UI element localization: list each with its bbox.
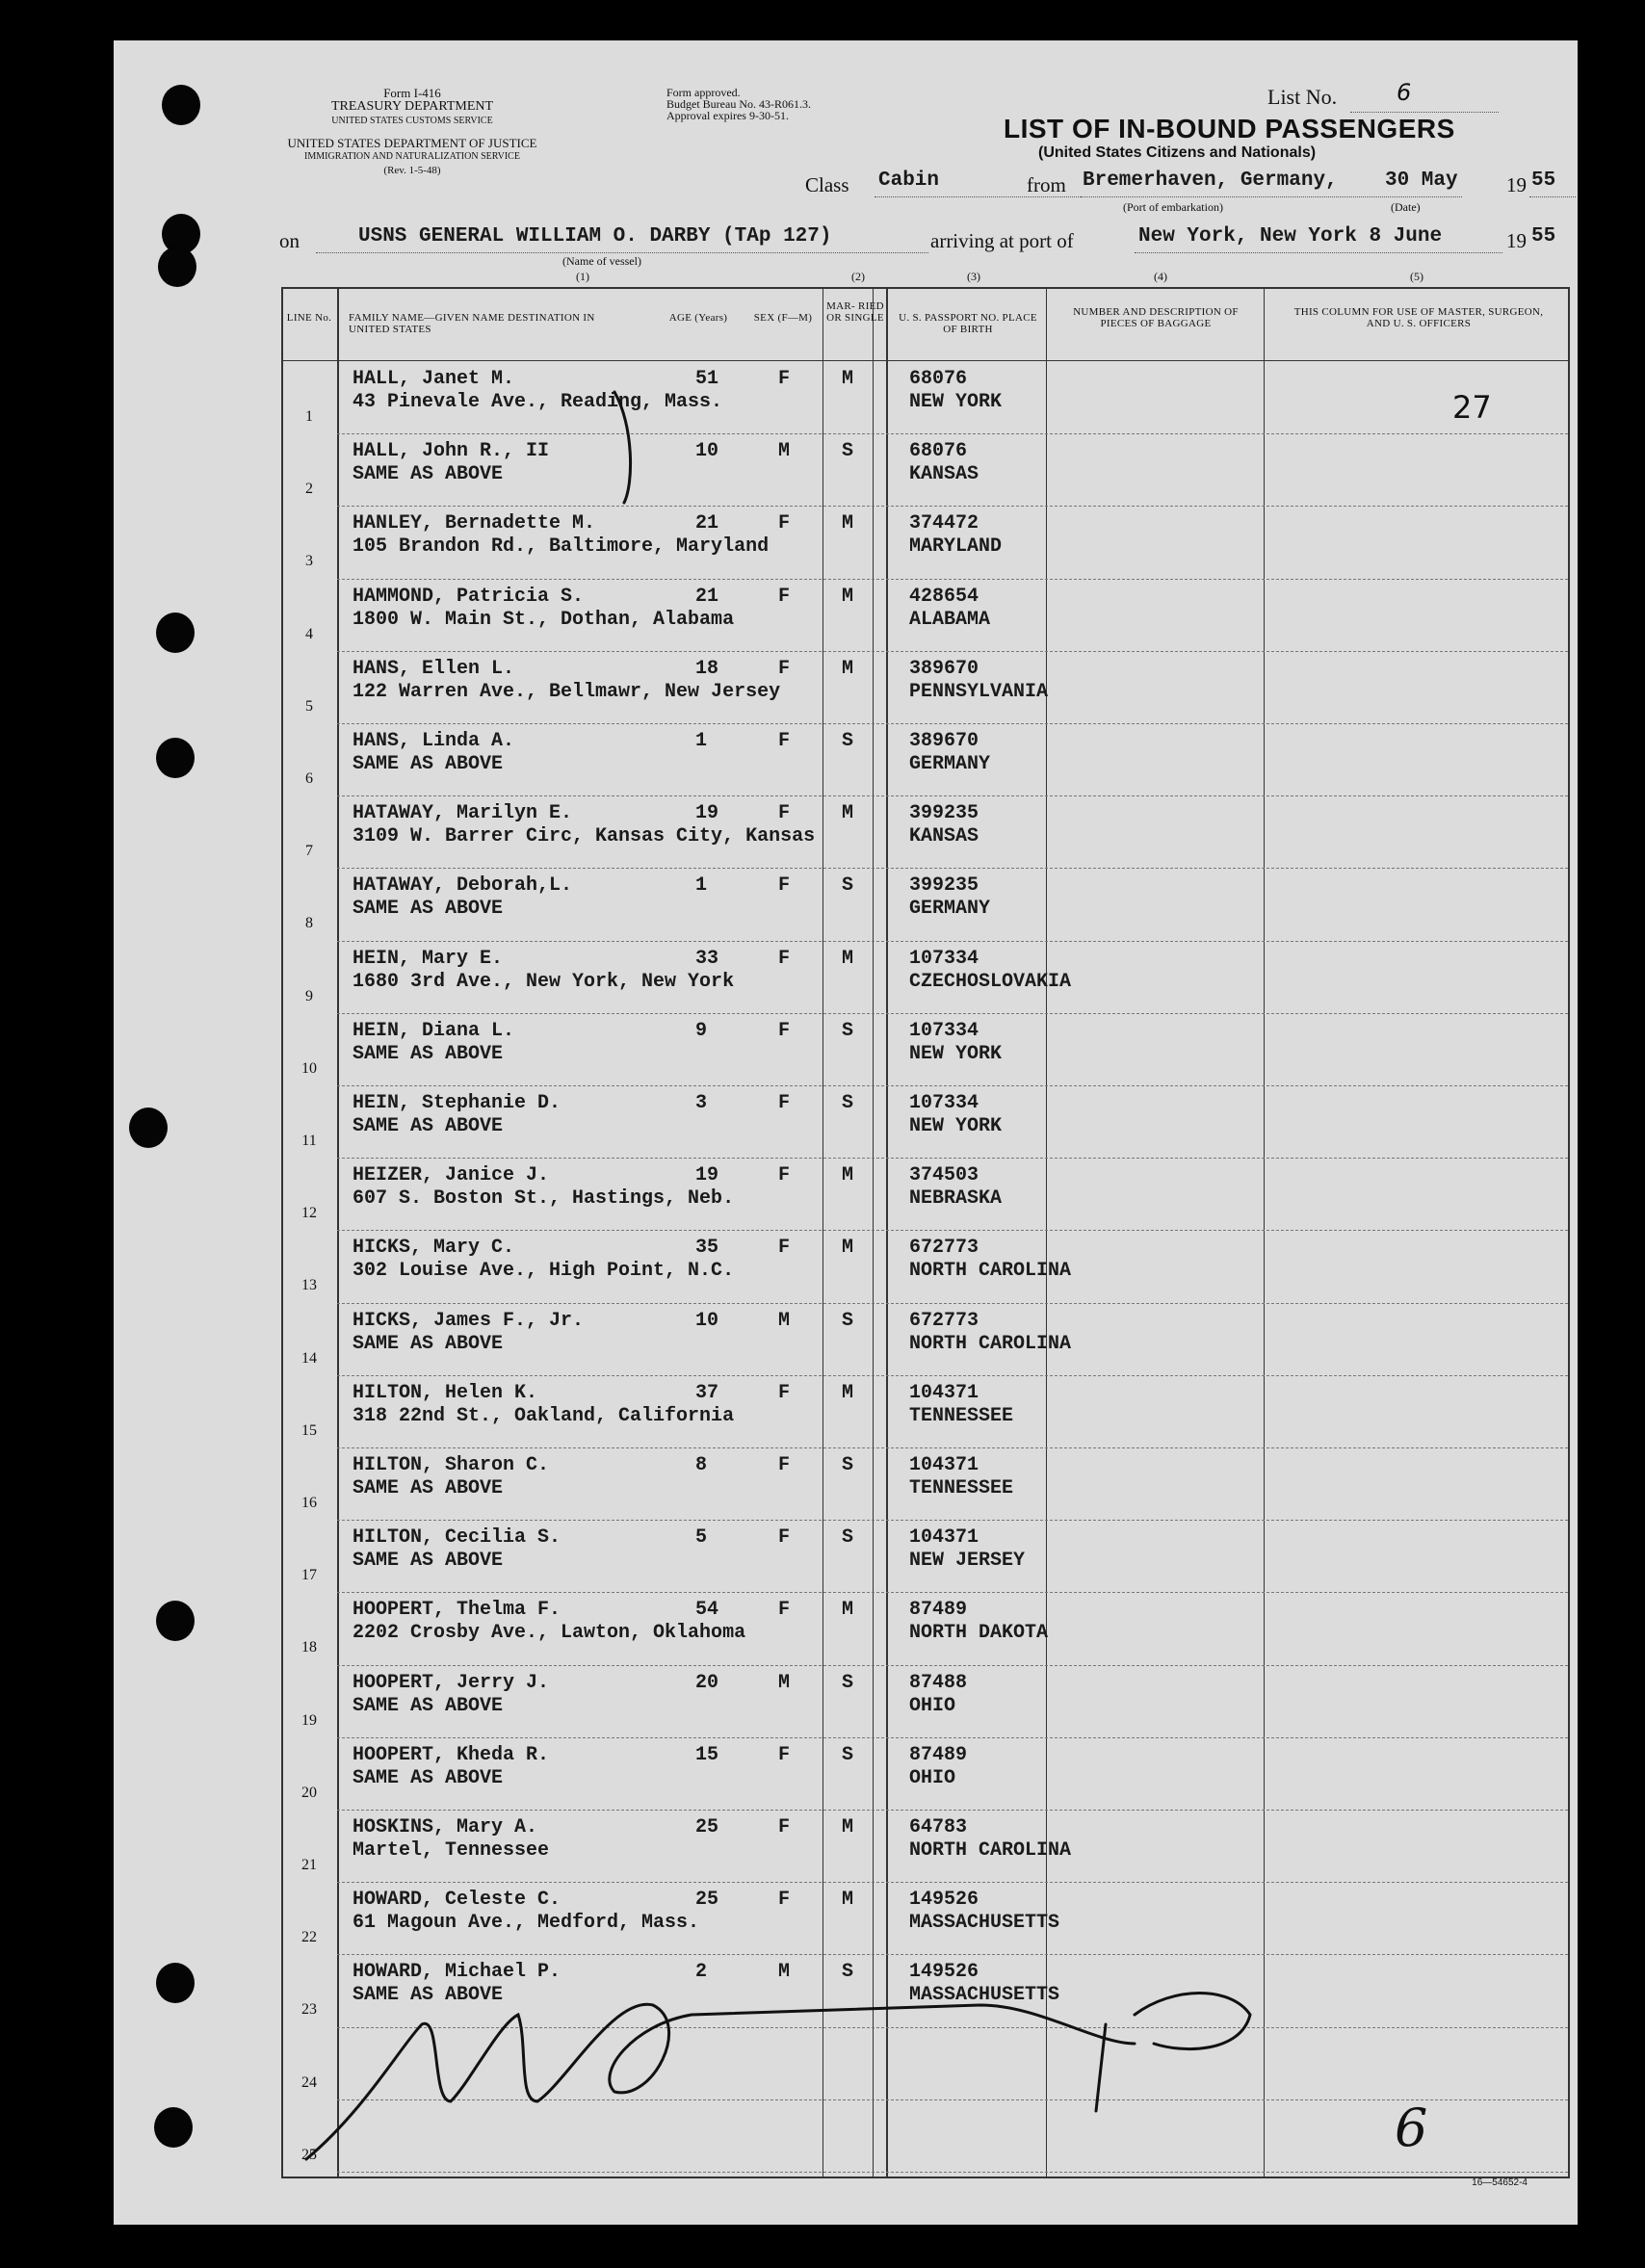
passenger-sex: F bbox=[778, 1237, 791, 1260]
passenger-destination: SAME AS ABOVE bbox=[352, 1042, 504, 1065]
passport-number: 107334 bbox=[909, 1019, 979, 1042]
passenger-name: HOSKINS, Mary A. bbox=[352, 1816, 538, 1838]
passenger-destination: SAME AS ABOVE bbox=[352, 898, 504, 921]
passenger-age: 21 bbox=[695, 585, 719, 608]
passenger-destination: 3109 W. Barrer Circ, Kansas City, Kansas bbox=[352, 825, 816, 848]
passenger-destination: SAME AS ABOVE bbox=[352, 1115, 504, 1137]
passenger-marital-status: M bbox=[842, 1164, 854, 1187]
passenger-sex: F bbox=[778, 1526, 791, 1550]
passenger-age: 18 bbox=[695, 657, 719, 680]
passenger-marital-status: S bbox=[842, 440, 854, 463]
passenger-sex: F bbox=[778, 1889, 791, 1912]
customs-service: UNITED STATES CUSTOMS SERVICE bbox=[331, 116, 493, 126]
passenger-marital-status: M bbox=[842, 1237, 854, 1260]
passenger-destination: SAME AS ABOVE bbox=[352, 1550, 504, 1573]
passenger-sex: F bbox=[778, 802, 791, 825]
passenger-sex: F bbox=[778, 657, 791, 680]
binder-hole bbox=[156, 1963, 195, 2003]
passenger-destination: SAME AS ABOVE bbox=[352, 1984, 504, 2007]
passenger-age: 25 bbox=[695, 1889, 719, 1912]
passport-number: 389670 bbox=[909, 657, 979, 680]
passenger-sex: F bbox=[778, 1454, 791, 1476]
passport-number: 149526 bbox=[909, 1889, 979, 1912]
passenger-marital-status: M bbox=[842, 1599, 854, 1622]
passenger-age: 35 bbox=[695, 1237, 719, 1260]
passenger-age: 1 bbox=[695, 730, 708, 752]
passenger-marital-status: M bbox=[842, 1889, 854, 1912]
passenger-sex: F bbox=[778, 730, 791, 752]
passenger-sex: F bbox=[778, 1164, 791, 1187]
place-of-birth: GERMANY bbox=[909, 898, 991, 921]
arriving-label: arriving at port of bbox=[930, 229, 1074, 252]
passport-number: 374472 bbox=[909, 512, 979, 535]
passport-number: 68076 bbox=[909, 440, 968, 463]
line-number: 13 bbox=[301, 1277, 317, 1294]
passport-number: 374503 bbox=[909, 1164, 979, 1187]
passenger-marital-status: M bbox=[842, 657, 854, 680]
passenger-marital-status: M bbox=[842, 1381, 854, 1404]
passenger-marital-status: S bbox=[842, 1526, 854, 1550]
passenger-destination: 105 Brandon Rd., Baltimore, Maryland bbox=[352, 535, 770, 559]
passenger-marital-status: S bbox=[842, 1671, 854, 1694]
header-line-no: LINE No. bbox=[286, 312, 332, 324]
passenger-marital-status: M bbox=[842, 512, 854, 535]
line-number: 8 bbox=[305, 915, 313, 932]
passenger-sex: F bbox=[778, 585, 791, 608]
header-officers: THIS COLUMN FOR USE OF MASTER, SURGEON, AND U. S. OFFICERS bbox=[1293, 306, 1544, 329]
place-of-birth: NEW YORK bbox=[909, 1042, 1003, 1065]
place-of-birth: NORTH CAROLINA bbox=[909, 1332, 1072, 1355]
header-baggage: NUMBER AND DESCRIPTION OF PIECES OF BAGGAGE bbox=[1073, 306, 1239, 329]
passenger-destination: 607 S. Boston St., Hastings, Neb. bbox=[352, 1187, 735, 1211]
place-of-birth: MASSACHUSETTS bbox=[909, 1984, 1060, 2007]
vessel-name: USNS GENERAL WILLIAM O. DARBY (TAp 127) bbox=[358, 225, 832, 248]
passenger-name: HEIN, Mary E. bbox=[352, 947, 504, 970]
class-label: Class bbox=[805, 173, 849, 196]
printer-stamp: 16—54652-4 bbox=[1472, 2177, 1528, 2188]
line-number: 15 bbox=[301, 1421, 317, 1439]
passenger-sex: F bbox=[778, 1381, 791, 1404]
passenger-age: 9 bbox=[695, 1019, 708, 1042]
passenger-destination: 1680 3rd Ave., New York, New York bbox=[352, 970, 735, 993]
place-of-birth: OHIO bbox=[909, 1766, 956, 1789]
place-of-birth: NEBRASKA bbox=[909, 1187, 1003, 1211]
passenger-name: HILTON, Sharon C. bbox=[352, 1454, 550, 1476]
line-number: 20 bbox=[301, 1784, 317, 1801]
doj-heading: UNITED STATES DEPARTMENT OF JUSTICE bbox=[287, 136, 537, 150]
header-sex: SEX (F—M) bbox=[753, 312, 813, 324]
line-number: 22 bbox=[301, 1929, 317, 1946]
passport-number: 104371 bbox=[909, 1526, 979, 1550]
passenger-name: HICKS, James F., Jr. bbox=[352, 1309, 585, 1332]
officer-note: 27 bbox=[1452, 389, 1492, 426]
treasury-dept: TREASURY DEPARTMENT bbox=[330, 99, 494, 114]
place-of-birth: NORTH CAROLINA bbox=[909, 1839, 1072, 1862]
approval-line: Form approved. bbox=[666, 86, 741, 99]
passenger-sex: M bbox=[778, 1671, 791, 1694]
passenger-age: 54 bbox=[695, 1599, 719, 1622]
place-of-birth: KANSAS bbox=[909, 463, 979, 486]
passenger-age: 2 bbox=[695, 1961, 708, 1984]
place-of-birth: NEW YORK bbox=[909, 391, 1003, 413]
year-prefix: 19 bbox=[1506, 173, 1527, 196]
passenger-age: 21 bbox=[695, 512, 719, 535]
passenger-marital-status: S bbox=[842, 1961, 854, 1984]
form-number: Form I-416 bbox=[383, 86, 441, 100]
line-number: 10 bbox=[301, 1059, 317, 1077]
ins-heading: IMMIGRATION AND NATURALIZATION SERVICE bbox=[304, 151, 520, 162]
passenger-name: HANLEY, Bernadette M. bbox=[352, 512, 596, 535]
place-of-birth: KANSAS bbox=[909, 825, 979, 848]
header-passport: U. S. PASSPORT NO. PLACE OF BIRTH bbox=[899, 312, 1037, 335]
passenger-marital-status: M bbox=[842, 368, 854, 390]
passenger-sex: F bbox=[778, 874, 791, 898]
arrival-port: New York, New York 8 June bbox=[1138, 225, 1443, 248]
passport-number: 87489 bbox=[909, 1743, 968, 1766]
passenger-age: 19 bbox=[695, 1164, 719, 1187]
place-of-birth: NEW YORK bbox=[909, 1115, 1003, 1137]
place-of-birth: ALABAMA bbox=[909, 608, 991, 631]
place-of-birth: OHIO bbox=[909, 1694, 956, 1717]
passenger-age: 25 bbox=[695, 1816, 719, 1838]
passenger-marital-status: S bbox=[842, 1454, 854, 1476]
passenger-age: 51 bbox=[695, 368, 719, 390]
date-caption: (Date) bbox=[1391, 200, 1421, 214]
passenger-age: 10 bbox=[695, 440, 719, 463]
place-of-birth: MASSACHUSETTS bbox=[909, 1912, 1060, 1935]
vessel-caption: (Name of vessel) bbox=[562, 254, 641, 268]
passport-number: 399235 bbox=[909, 874, 979, 898]
from-label: from bbox=[1027, 173, 1066, 196]
passenger-sex: F bbox=[778, 1816, 791, 1838]
passenger-marital-status: M bbox=[842, 947, 854, 970]
header-married: MAR- RIED OR SINGLE bbox=[826, 300, 884, 324]
line-number: 21 bbox=[301, 1857, 317, 1873]
binder-hole bbox=[154, 2107, 193, 2148]
passenger-marital-status: S bbox=[842, 1743, 854, 1766]
place-of-birth: CZECHOSLOVAKIA bbox=[909, 970, 1072, 993]
binder-hole bbox=[156, 613, 195, 653]
passenger-name: HANS, Ellen L. bbox=[352, 657, 515, 680]
passenger-destination: SAME AS ABOVE bbox=[352, 1694, 504, 1717]
line-number: 7 bbox=[305, 843, 313, 860]
line-number: 18 bbox=[301, 1639, 317, 1656]
passenger-destination: 43 Pinevale Ave., Reading, Mass. bbox=[352, 391, 723, 413]
signature bbox=[537, 2049, 543, 2050]
passenger-sex: F bbox=[778, 1019, 791, 1042]
passenger-age: 1 bbox=[695, 874, 708, 898]
passenger-destination: Martel, Tennessee bbox=[352, 1839, 550, 1862]
line-number: 14 bbox=[301, 1349, 317, 1367]
passenger-destination: 2202 Crosby Ave., Lawton, Oklahoma bbox=[352, 1622, 746, 1645]
line-number: 9 bbox=[305, 987, 313, 1004]
binder-hole bbox=[158, 247, 196, 287]
line-number: 5 bbox=[305, 697, 313, 715]
header-age: AGE (Years) bbox=[668, 312, 728, 324]
passport-number: 399235 bbox=[909, 802, 979, 825]
line-number: 19 bbox=[301, 1711, 317, 1729]
passport-number: 87488 bbox=[909, 1671, 968, 1694]
passport-number: 64783 bbox=[909, 1816, 968, 1838]
handwritten-page-number: 6 bbox=[1395, 2098, 1428, 2158]
on-label: on bbox=[279, 229, 300, 252]
col-num-2: (2) bbox=[851, 270, 865, 283]
place-of-birth: NEW JERSEY bbox=[909, 1550, 1026, 1573]
line-number: 23 bbox=[301, 2001, 317, 2019]
passenger-name: HILTON, Helen K. bbox=[352, 1381, 538, 1404]
passenger-name: HEIZER, Janice J. bbox=[352, 1164, 550, 1187]
passport-number: 68076 bbox=[909, 368, 968, 390]
passenger-name: HILTON, Cecilia S. bbox=[352, 1526, 561, 1550]
passenger-destination: 122 Warren Ave., Bellmawr, New Jersey bbox=[352, 680, 781, 703]
line-number: 24 bbox=[301, 2073, 317, 2091]
passenger-destination: SAME AS ABOVE bbox=[352, 753, 504, 775]
passenger-sex: M bbox=[778, 1961, 791, 1984]
col-num-3: (3) bbox=[967, 270, 980, 283]
passenger-marital-status: M bbox=[842, 1816, 854, 1838]
header-name: FAMILY NAME—GIVEN NAME DESTINATION IN UNITED STATES bbox=[349, 312, 595, 335]
passenger-name: HICKS, Mary C. bbox=[352, 1237, 515, 1260]
passenger-name: HANS, Linda A. bbox=[352, 730, 515, 752]
passenger-marital-status: S bbox=[842, 1309, 854, 1332]
passport-number: 107334 bbox=[909, 1092, 979, 1114]
passenger-name: HOOPERT, Jerry J. bbox=[352, 1671, 550, 1694]
passenger-sex: M bbox=[778, 1309, 791, 1332]
passenger-destination: 318 22nd St., Oakland, California bbox=[352, 1404, 735, 1427]
passenger-age: 37 bbox=[695, 1381, 719, 1404]
passenger-name: HOWARD, Celeste C. bbox=[352, 1889, 561, 1912]
passenger-sex: M bbox=[778, 440, 791, 463]
passport-number: 104371 bbox=[909, 1381, 979, 1404]
initials bbox=[1096, 2049, 1098, 2050]
col-num-5: (5) bbox=[1410, 270, 1423, 283]
passenger-marital-status: M bbox=[842, 802, 854, 825]
passenger-marital-status: S bbox=[842, 874, 854, 898]
passenger-marital-status: S bbox=[842, 730, 854, 752]
passenger-marital-status: M bbox=[842, 585, 854, 608]
arrival-year: 55 bbox=[1531, 225, 1556, 248]
col-num-1: (1) bbox=[576, 270, 589, 283]
binder-hole bbox=[162, 85, 200, 125]
passenger-sex: F bbox=[778, 368, 791, 390]
handwriting-marks bbox=[114, 40, 1578, 2225]
col-num-4: (4) bbox=[1154, 270, 1167, 283]
passenger-destination: 61 Magoun Ave., Medford, Mass. bbox=[352, 1912, 700, 1935]
passenger-age: 8 bbox=[695, 1454, 708, 1476]
passenger-marital-status: S bbox=[842, 1019, 854, 1042]
place-of-birth: PENNSYLVANIA bbox=[909, 680, 1049, 703]
passport-number: 104371 bbox=[909, 1454, 979, 1476]
passenger-age: 3 bbox=[695, 1092, 708, 1114]
class-value: Cabin bbox=[878, 169, 940, 192]
embarkation-port: Bremerhaven, Germany, bbox=[1083, 169, 1338, 192]
passenger-name: HOOPERT, Kheda R. bbox=[352, 1743, 550, 1766]
manifest-page bbox=[114, 40, 1578, 2225]
passport-number: 87489 bbox=[909, 1599, 968, 1622]
page-subtitle: (United States Citizens and Nationals) bbox=[1038, 144, 1317, 161]
line-number: 3 bbox=[305, 553, 313, 570]
passenger-name: HOWARD, Michael P. bbox=[352, 1961, 561, 1984]
passport-number: 389670 bbox=[909, 730, 979, 752]
passenger-name: HATAWAY, Marilyn E. bbox=[352, 802, 573, 825]
passenger-sex: F bbox=[778, 512, 791, 535]
passenger-destination: SAME AS ABOVE bbox=[352, 1332, 504, 1355]
passenger-name: HEIN, Stephanie D. bbox=[352, 1092, 561, 1114]
passenger-sex: F bbox=[778, 947, 791, 970]
passport-number: 149526 bbox=[909, 1961, 979, 1984]
passenger-sex: F bbox=[778, 1599, 791, 1622]
passport-number: 428654 bbox=[909, 585, 979, 608]
passenger-destination: 1800 W. Main St., Dothan, Alabama bbox=[352, 608, 735, 631]
line-number: 11 bbox=[301, 1133, 317, 1149]
place-of-birth: TENNESSEE bbox=[909, 1477, 1014, 1499]
list-no-label: List No. bbox=[1267, 85, 1338, 109]
line-number: 2 bbox=[305, 481, 313, 498]
binder-hole bbox=[156, 1601, 195, 1641]
passenger-name: HALL, John R., II bbox=[352, 440, 550, 463]
page-title: LIST OF IN-BOUND PASSENGERS bbox=[1004, 114, 1455, 143]
passenger-name: HEIN, Diana L. bbox=[352, 1019, 515, 1042]
place-of-birth: GERMANY bbox=[909, 753, 991, 775]
line-number: 25 bbox=[301, 2146, 317, 2163]
passenger-age: 15 bbox=[695, 1743, 719, 1766]
place-of-birth: NORTH CAROLINA bbox=[909, 1260, 1072, 1283]
passenger-marital-status: S bbox=[842, 1092, 854, 1114]
passenger-age: 33 bbox=[695, 947, 719, 970]
passport-number: 672773 bbox=[909, 1309, 979, 1332]
passenger-sex: F bbox=[778, 1743, 791, 1766]
approval-line: Approval expires 9-30-51. bbox=[666, 109, 789, 122]
port-caption: (Port of embarkation) bbox=[1123, 200, 1223, 214]
passenger-name: HOOPERT, Thelma F. bbox=[352, 1599, 561, 1622]
line-number: 6 bbox=[305, 770, 313, 787]
embarkation-year: 55 bbox=[1531, 169, 1556, 192]
passport-number: 107334 bbox=[909, 947, 979, 970]
passenger-sex: F bbox=[778, 1092, 791, 1114]
binder-hole bbox=[156, 738, 195, 778]
line-number: 12 bbox=[301, 1205, 317, 1222]
passport-number: 672773 bbox=[909, 1237, 979, 1260]
arrival-year-prefix: 19 bbox=[1506, 229, 1527, 252]
passenger-destination: SAME AS ABOVE bbox=[352, 1477, 504, 1499]
place-of-birth: NORTH DAKOTA bbox=[909, 1622, 1049, 1645]
embarkation-date: 30 May bbox=[1385, 169, 1458, 192]
passenger-age: 20 bbox=[695, 1671, 719, 1694]
passenger-destination: SAME AS ABOVE bbox=[352, 1766, 504, 1789]
place-of-birth: TENNESSEE bbox=[909, 1404, 1014, 1427]
approval-line: Budget Bureau No. 43-R061.3. bbox=[666, 97, 811, 111]
line-number: 17 bbox=[301, 1567, 317, 1584]
line-number: 4 bbox=[305, 625, 313, 642]
line-number: 1 bbox=[305, 408, 313, 425]
passenger-age: 19 bbox=[695, 802, 719, 825]
binder-hole bbox=[129, 1108, 168, 1148]
line-number: 16 bbox=[301, 1495, 317, 1511]
revision: (Rev. 1-5-48) bbox=[383, 165, 441, 176]
passenger-name: HATAWAY, Deborah,L. bbox=[352, 874, 573, 898]
place-of-birth: MARYLAND bbox=[909, 535, 1003, 559]
passenger-age: 10 bbox=[695, 1309, 719, 1332]
passenger-name: HALL, Janet M. bbox=[352, 368, 515, 390]
passenger-destination: SAME AS ABOVE bbox=[352, 463, 504, 486]
passenger-name: HAMMOND, Patricia S. bbox=[352, 585, 585, 608]
list-no-value: 6 bbox=[1397, 79, 1412, 106]
passenger-age: 5 bbox=[695, 1526, 708, 1550]
passenger-destination: 302 Louise Ave., High Point, N.C. bbox=[352, 1260, 735, 1283]
